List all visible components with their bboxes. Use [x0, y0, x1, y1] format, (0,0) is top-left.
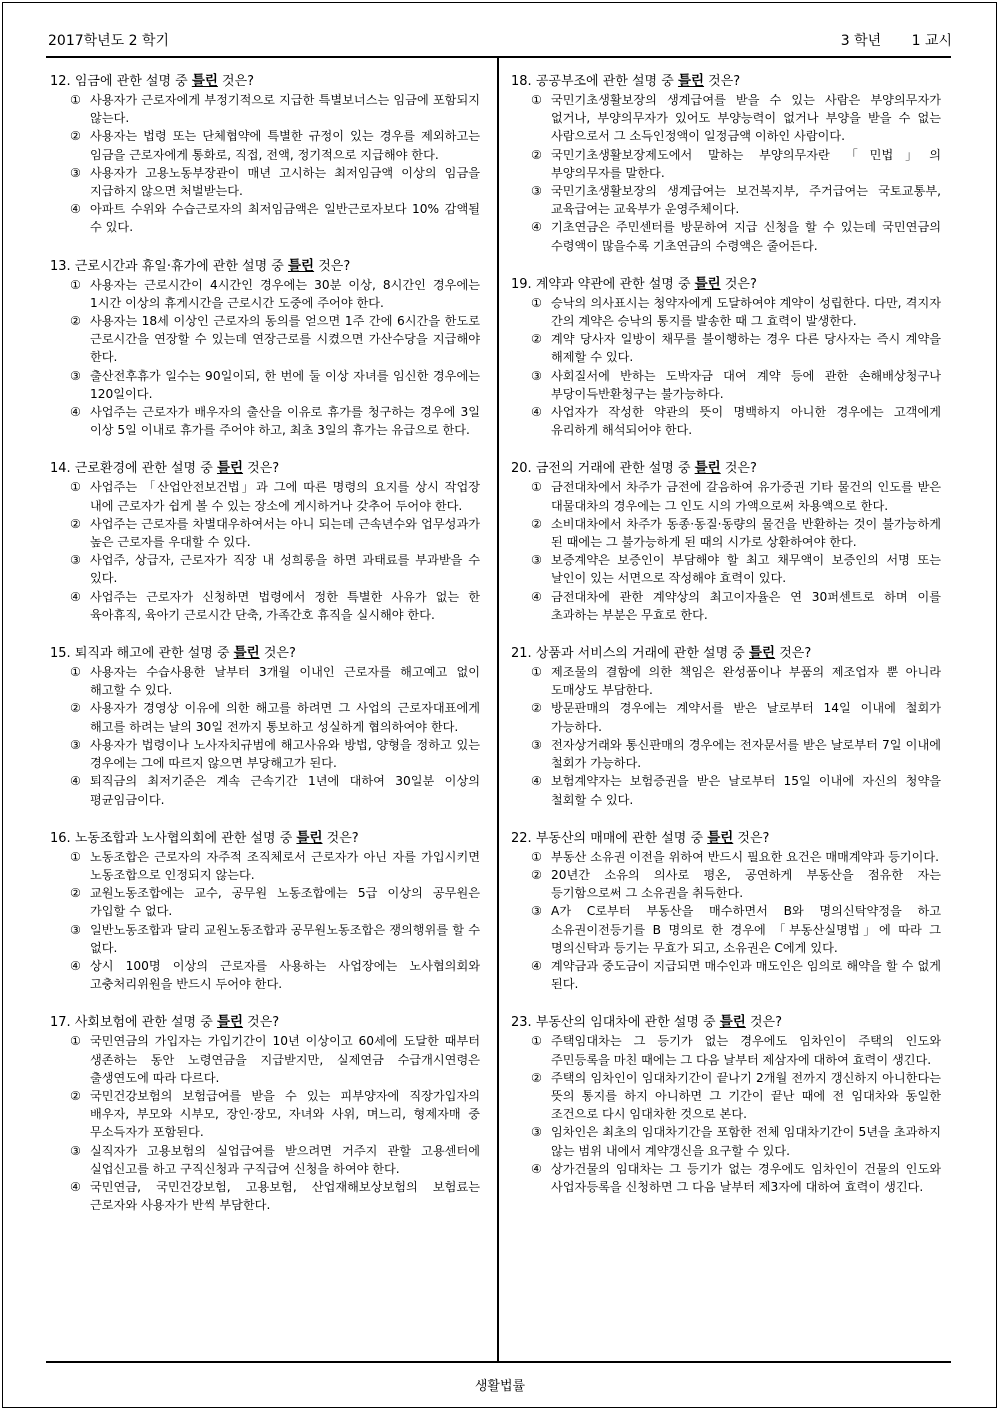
option-number: ③	[70, 922, 81, 937]
answer-option	[70, 772, 480, 808]
question-keyword: 틀린	[677, 73, 705, 89]
question-stem: 노동조합과 노사협의회에 관한 설명 중	[74, 830, 297, 846]
question-keyword: 틀린	[216, 1014, 244, 1031]
option-text: 금전대차에서 차주가 금전에 갈음하여 유가증권 기타 물건의 인도를 받은 대물대차의 경우에는 그 인도 시의 가액으로써 차용액으로 한다.	[551, 480, 941, 513]
option-text: 사업자가 작성한 약관의 뜻이 명백하지 아니한 경우에는 고객에게 유리하게 해석되어야 한다.	[551, 405, 941, 438]
question	[511, 275, 941, 440]
answer-option	[70, 588, 480, 624]
option-text: 사회질서에 반하는 도박자금 대여 계약 등에 관한 손해배상청구나 부당이득반환청구는 불가능하다.	[551, 368, 941, 401]
option-number: ④	[70, 1179, 81, 1194]
answer-option	[70, 276, 480, 312]
option-text: 교원노동조합에는 교수, 공무원 노동조합에는 5급 이상의 공무원은 가입할 수 없다.	[90, 886, 480, 919]
answer-option	[70, 921, 480, 957]
option-number: ④	[531, 774, 542, 789]
question-ending: 것은?	[704, 74, 741, 89]
question-number: 13.	[50, 258, 71, 274]
question-title	[511, 275, 941, 294]
answer-option	[70, 478, 480, 514]
question	[50, 72, 480, 237]
answer-option	[70, 91, 480, 127]
option-number: ①	[70, 1034, 81, 1049]
answer-option	[531, 957, 941, 993]
question-ending: 것은?	[720, 276, 757, 292]
option-text: 소비대차에서 차주가 동종·동질·동량의 물건을 반환하는 것이 불가능하게 된 때에는 그 불가능하게 된 때의 시가로 상환하여야 한다.	[551, 516, 941, 550]
question-stem: 근로환경에 관한 설명 중	[74, 461, 217, 477]
answer-option	[70, 200, 480, 236]
grade: 3 학년	[840, 33, 882, 49]
question-stem: 공공부조에 관한 설명 중	[535, 74, 678, 89]
question-title	[50, 257, 480, 276]
option-number: ②	[531, 701, 542, 716]
option-number: ②	[70, 1088, 81, 1103]
option-number: ③	[70, 737, 81, 752]
question-stem: 부동산의 매매에 관한 설명 중	[535, 830, 708, 846]
question-keyword: 틀린	[719, 1014, 746, 1031]
question-title	[511, 829, 941, 848]
question-number: 21.	[511, 646, 532, 662]
option-number: ③	[70, 368, 81, 383]
option-text: 방문판매의 경우에는 계약서를 받은 날로부터 14일 이내에 철회가 가능하다.	[551, 701, 941, 734]
question-number: 20.	[511, 461, 532, 477]
footer-rule	[46, 1361, 951, 1363]
question-number: 19.	[511, 276, 532, 292]
option-number: ②	[531, 516, 542, 531]
option-text: 사업주는 근로자를 차별대우하여서는 아니 되는데 근속년수와 업무성과가 높은 근로자를 우대할 수 있다.	[90, 516, 480, 550]
answer-option	[70, 957, 480, 993]
grade-period	[841, 30, 952, 50]
answer-option	[531, 515, 941, 551]
question	[511, 72, 941, 255]
left-column	[50, 72, 480, 1234]
option-text: 기초연금은 주민센터를 방문하여 지급 신청을 할 수 있는데 국민연금의 수령액이 많을수록 기초연금의 수령액은 줄어든다.	[551, 220, 941, 253]
option-text: 임차인은 최초의 임대차기간을 포함한 전체 임대차기간이 5년을 초과하지 않는 범위 내에서 계약갱신을 요구할 수 있다.	[551, 1125, 941, 1158]
option-text: 보증계약은 보증인이 부담해야 할 최고 채무액이 보증인의 서명 또는 날인이 있는 서면으로 작성해야 효력이 있다.	[551, 553, 941, 586]
answer-option	[70, 1178, 480, 1214]
question-stem: 임금에 관한 설명 중	[74, 74, 192, 89]
option-text: 계약금과 중도금이 지급되면 매수인과 매도인은 임의로 해약을 할 수 없게 된다.	[551, 958, 941, 992]
question-ending: 것은?	[243, 461, 280, 477]
question-title	[511, 72, 941, 91]
question-stem: 계약과 약관에 관한 설명 중	[535, 276, 695, 292]
option-number: ③	[70, 1143, 81, 1158]
option-number: ③	[531, 737, 542, 752]
option-number: ②	[531, 1070, 542, 1085]
option-text: 국민건강보험의 보험급여를 받을 수 있는 피부양자에 직장가입자의 배우자, 부모와 시부모, 장인·장모, 자녀와 사위, 며느리, 형제자매 중 무소득자가 포함된다.	[90, 1088, 480, 1140]
question-ending: 것은?	[217, 74, 255, 89]
answer-option	[531, 1160, 941, 1196]
option-number: ④	[70, 774, 81, 789]
answer-option	[531, 146, 941, 182]
answer-option	[531, 588, 941, 624]
option-number: ①	[70, 93, 81, 107]
question-keyword: 틀린	[191, 73, 218, 89]
question-keyword: 틀린	[694, 275, 721, 292]
question-stem: 상품과 서비스의 거래에 관한 설명 중	[535, 646, 749, 662]
option-text: 사업주는 근로자가 신청하면 법령에서 정한 특별한 사유가 없는 한 육아휴직, 육아기 근로시간 단축, 가족간호 휴직을 실시해야 한다.	[90, 589, 480, 622]
question-ending: 것은?	[745, 1015, 782, 1031]
answer-option	[70, 663, 480, 699]
option-text: 사용자는 수습사용한 날부터 3개월 이내인 근로자를 해고예고 없이 해고할 수 있다.	[90, 665, 480, 698]
option-text: 국민연금, 국민건강보험, 고용보험, 산업재해보상보험의 보험료는 근로자와 사용자가 반씩 부담한다.	[90, 1179, 480, 1213]
option-number: ②	[531, 147, 542, 162]
question-ending: 것은?	[733, 830, 770, 846]
option-text: 전자상거래와 통신판매의 경우에는 전자문서를 받은 날로부터 7일 이내에 철회가 가능하다.	[551, 737, 941, 771]
question-keyword: 틀린	[296, 829, 323, 846]
option-number: ①	[531, 849, 542, 864]
option-number: ④	[70, 958, 81, 973]
answer-option	[531, 551, 941, 587]
answer-option	[70, 515, 480, 551]
option-text: 금전대차에 관한 계약상의 최고이자율은 연 30퍼센트로 하며 이를 초과하는 부분은 무효로 한다.	[551, 589, 941, 622]
question-title	[511, 644, 941, 663]
answer-option	[531, 902, 941, 957]
option-text: 20년간 소유의 의사로 평온, 공연하게 부동산을 점유한 자는 등기함으로써 그 소유권을 취득한다.	[551, 867, 941, 901]
option-number: ④	[531, 958, 542, 973]
question-number: 14.	[50, 461, 71, 477]
option-text: 사업주, 상급자, 근로자가 직장 내 성희롱을 하면 과태료를 부과받을 수 있다.	[90, 553, 480, 586]
option-text: 실직자가 고용보험의 실업급여를 받으려면 거주지 관할 고용센터에 실업신고를 하고 구직신청과 구직급여 신청을 하여야 한다.	[90, 1143, 480, 1176]
answer-option	[531, 1032, 941, 1068]
question-title	[511, 1013, 941, 1032]
answer-option	[70, 127, 480, 163]
question-number: 12.	[50, 74, 71, 89]
answer-option	[531, 330, 941, 366]
question	[50, 829, 480, 994]
question-title	[50, 829, 480, 848]
question-keyword: 틀린	[694, 460, 721, 477]
answer-option	[531, 367, 941, 403]
option-text: 승낙의 의사표시는 청약자에게 도달하여야 계약이 성립한다. 다만, 격지자 간의 계약은 승낙의 통지를 발송한 때 그 효력이 발생한다.	[551, 295, 941, 329]
question	[50, 459, 480, 624]
question-title	[50, 72, 480, 91]
option-number: ①	[70, 277, 81, 292]
question-title	[50, 1013, 480, 1032]
option-number: ①	[531, 1034, 542, 1049]
answer-option	[531, 848, 941, 866]
subject-footer: 생활법률	[474, 1379, 526, 1394]
right-column	[511, 72, 941, 1216]
option-text: 사업주는 「산업안전보건법」과 그에 따른 명령의 요지를 상시 작업장 내에 근로자가 쉽게 볼 수 있는 장소에 게시하거나 갖추어 두어야 한다.	[90, 480, 480, 513]
option-text: 사용자가 근로자에게 부정기적으로 지급한 특별보너스는 임금에 포함되지 않는다.	[90, 93, 480, 126]
answer-option	[531, 182, 941, 218]
option-number: ②	[70, 701, 81, 716]
option-number: ④	[531, 220, 542, 235]
option-number: ③	[531, 1125, 542, 1140]
option-text: 보험계약자는 보험증권을 받은 날로부터 15일 이내에 자신의 청약을 철회할 수 있다.	[551, 774, 941, 807]
answer-option	[531, 1069, 941, 1124]
option-number: ④	[70, 202, 81, 217]
answer-option	[70, 367, 480, 403]
answer-option	[531, 478, 941, 514]
question-keyword: 틀린	[288, 257, 315, 274]
option-text: 사용자가 고용노동부장관이 매년 고시하는 최저임금액 이상의 임금을 지급하지 않으면 처벌받는다.	[90, 165, 480, 199]
option-text: 노동조합은 근로자의 자주적 조직체로서 근로자가 아닌 자를 가입시키면 노동조합으로 인정되지 않는다.	[90, 849, 480, 882]
exam-header	[0, 0, 1000, 50]
answer-option	[531, 866, 941, 902]
option-number: ②	[531, 332, 542, 347]
question-stem: 금전의 거래에 관한 설명 중	[535, 461, 695, 477]
option-text: A가 C로부터 부동산을 매수하면서 B와 명의신탁약정을 하고 소유권이전등기를 B 명의로 한 경우에 「부동산실명법」에 따라 그 명의신탁과 등기는 무효가 되고, 소유권은 C에게 있다.	[551, 904, 941, 955]
option-number: ③	[70, 165, 81, 180]
question-number: 16.	[50, 830, 71, 846]
answer-option	[531, 294, 941, 330]
question	[50, 257, 480, 440]
question-stem: 근로시간과 휴일·휴가에 관한 설명 중	[74, 258, 288, 274]
year-term: 2017학년도 2 학기	[48, 33, 170, 49]
question-ending: 것은?	[314, 258, 351, 274]
option-text: 국민기초생활보장의 생계급여를 받을 수 있는 사람은 부양의무자가 없거나, 부양의무자가 있어도 부양능력이 없거나 부양을 받을 수 없는 사람으로서 그 소득인정액이 일정금액 이하인 사람이다.	[551, 93, 941, 144]
period: 1 교시	[911, 33, 952, 49]
option-text: 사용자는 근로시간이 4시간인 경우에는 30분 이상, 8시간인 경우에는 1시간 이상의 휴게시간을 근로시간 도중에 주어야 한다.	[90, 277, 480, 310]
question-keyword: 틀린	[233, 645, 260, 662]
option-text: 제조물의 결함에 의한 책임은 완성품이나 부품의 제조업자 뿐 아니라 도매상도 부담한다.	[551, 665, 941, 698]
option-text: 국민연금의 가입자는 가입기간이 10년 이상이고 60세에 도달한 때부터 생존하는 동안 노령연금을 지급받지만, 실제연금 수급개시연령은 출생연도에 따라 다르다.	[90, 1034, 480, 1085]
option-number: ③	[531, 553, 542, 568]
question	[511, 644, 941, 809]
option-number: ②	[70, 886, 81, 901]
option-number: ④	[531, 1161, 542, 1176]
option-text: 출산전후휴가 일수는 90일이되, 한 번에 둘 이상 자녀를 임신한 경우에는 120일이다.	[90, 368, 480, 401]
question-title	[511, 459, 941, 478]
option-number: ②	[70, 129, 81, 144]
option-number: ④	[70, 405, 81, 420]
option-number: ①	[531, 295, 542, 310]
question-number: 18.	[511, 74, 532, 89]
question-ending: 것은?	[322, 830, 359, 846]
question-stem: 사회보험에 관한 설명 중	[74, 1015, 217, 1031]
answer-option	[531, 699, 941, 735]
option-number: ④	[531, 589, 542, 604]
option-number: ②	[70, 516, 81, 531]
answer-option	[70, 551, 480, 587]
answer-option	[531, 403, 941, 439]
option-text: 사용자는 18세 이상인 근로자의 동의를 얻으면 1주 간에 6시간을 한도로 근로시간을 연장할 수 있는데 연장근로를 시켰으면 가산수당을 지급해야 한다.	[90, 314, 480, 365]
option-text: 국민기초생활보장의 생계급여는 보건복지부, 주거급여는 국토교통부, 교육급여는 교육부가 운영주체이다.	[551, 184, 941, 217]
question-number: 17.	[50, 1015, 71, 1031]
option-text: 사용자가 법령이나 노사자치규범에 해고사유와 방법, 양형을 정하고 있는 경우에는 그에 따르지 않으면 부당해고가 된다.	[90, 737, 480, 771]
answer-option	[70, 1032, 480, 1087]
option-number: ④	[70, 589, 81, 604]
question-ending: 것은?	[720, 461, 757, 477]
option-number: ①	[70, 849, 81, 864]
option-number: ①	[531, 480, 542, 495]
option-number: ①	[531, 93, 542, 107]
answer-option	[70, 403, 480, 439]
option-text: 일반노동조합과 달리 교원노동조합과 공무원노동조합은 쟁의행위를 할 수 없다.	[90, 922, 480, 955]
option-number: ③	[531, 184, 542, 199]
question	[50, 644, 480, 809]
answer-option	[531, 1123, 941, 1159]
option-text: 사용자가 경영상 이유에 의한 해고를 하려면 그 사업의 근로자대표에게 해고를 하려는 날의 30일 전까지 통보하고 성실하게 협의하여야 한다.	[90, 701, 480, 734]
option-text: 아파트 수위와 수습근로자의 최저임금액은 일반근로자보다 10% 감액될 수 있다.	[90, 202, 480, 235]
option-number: ③	[531, 368, 542, 383]
question-keyword: 틀린	[707, 829, 734, 846]
option-text: 사용자는 법령 또는 단체협약에 특별한 규정이 있는 경우를 제외하고는 임금을 근로자에게 통화로, 직접, 전액, 정기적으로 지급해야 한다.	[90, 129, 480, 162]
option-number: ②	[531, 867, 542, 882]
answer-option	[531, 772, 941, 808]
answer-option	[531, 736, 941, 772]
question-title	[50, 459, 480, 478]
option-number: ①	[531, 665, 542, 680]
option-text: 사업주는 근로자가 배우자의 출산을 이유로 휴가를 청구하는 경우에 3일 이상 5일 이내로 휴가를 주어야 하고, 최초 3일의 휴가는 유급으로 한다.	[90, 405, 480, 438]
question	[511, 829, 941, 994]
question-stem: 퇴직과 해고에 관한 설명 중	[74, 646, 234, 662]
question-ending: 것은?	[775, 646, 812, 662]
option-text: 국민기초생활보장제도에서 말하는 부양의무자란 「민법」의 부양의무자를 말한다.	[551, 147, 941, 180]
question-title	[50, 644, 480, 663]
option-text: 상시 100명 이상의 근로자를 사용하는 사업장에는 노사협의회와 고충처리위원을 반드시 두어야 한다.	[90, 958, 480, 992]
answer-option	[70, 699, 480, 735]
answer-option	[70, 312, 480, 367]
option-number: ④	[531, 405, 542, 420]
question-number: 15.	[50, 646, 71, 662]
option-number: ①	[70, 480, 81, 495]
question-ending: 것은?	[259, 646, 296, 662]
option-text: 주택임대차는 그 등기가 없는 경우에도 임차인이 주택의 인도와 주민등록을 마친 때에는 그 다음 날부터 제삼자에 대하여 효력이 생긴다.	[551, 1034, 941, 1067]
question-number: 22.	[511, 830, 532, 846]
question	[511, 459, 941, 624]
answer-option	[70, 736, 480, 772]
column-divider	[497, 58, 499, 1361]
question-keyword: 틀린	[749, 645, 776, 662]
option-text: 부동산 소유권 이전을 위하여 반드시 필요한 요건은 매매계약과 등기이다.	[551, 849, 940, 864]
question-stem: 부동산의 임대차에 관한 설명 중	[535, 1015, 720, 1031]
question	[511, 1013, 941, 1196]
option-number: ③	[531, 904, 542, 919]
option-text: 상가건물의 임대차는 그 등기가 없는 경우에도 임차인이 건물의 인도와 사업자등록을 신청하면 그 다음 날부터 제3자에 대하여 효력이 생긴다.	[551, 1161, 941, 1194]
option-text: 계약 당사자 일방이 채무를 불이행하는 경우 다른 당사자는 즉시 계약을 해제할 수 있다.	[551, 332, 941, 365]
question-keyword: 틀린	[216, 460, 244, 477]
option-text: 퇴직금의 최저기준은 계속 근속기간 1년에 대하여 30일분 이상의 평균임금이다.	[90, 774, 480, 807]
option-number: ③	[70, 553, 81, 568]
option-number: ①	[70, 665, 81, 680]
answer-option	[70, 884, 480, 920]
answer-option	[70, 164, 480, 200]
answer-option	[531, 91, 941, 146]
answer-option	[70, 1142, 480, 1178]
option-number: ②	[70, 314, 81, 329]
question-ending: 것은?	[243, 1015, 280, 1031]
question-number: 23.	[511, 1015, 532, 1031]
option-text: 주택의 임차인이 임대차기간이 끝나기 2개월 전까지 갱신하지 아니한다는 뜻의 통지를 하지 아니하면 그 기간이 끝난 때에 전 임대차와 동일한 조건으로 다시 임대차한 것으로 본다.	[551, 1070, 941, 1122]
answer-option	[70, 1087, 480, 1142]
question	[50, 1013, 480, 1214]
answer-option	[531, 663, 941, 699]
answer-option	[70, 848, 480, 884]
answer-option	[531, 218, 941, 254]
